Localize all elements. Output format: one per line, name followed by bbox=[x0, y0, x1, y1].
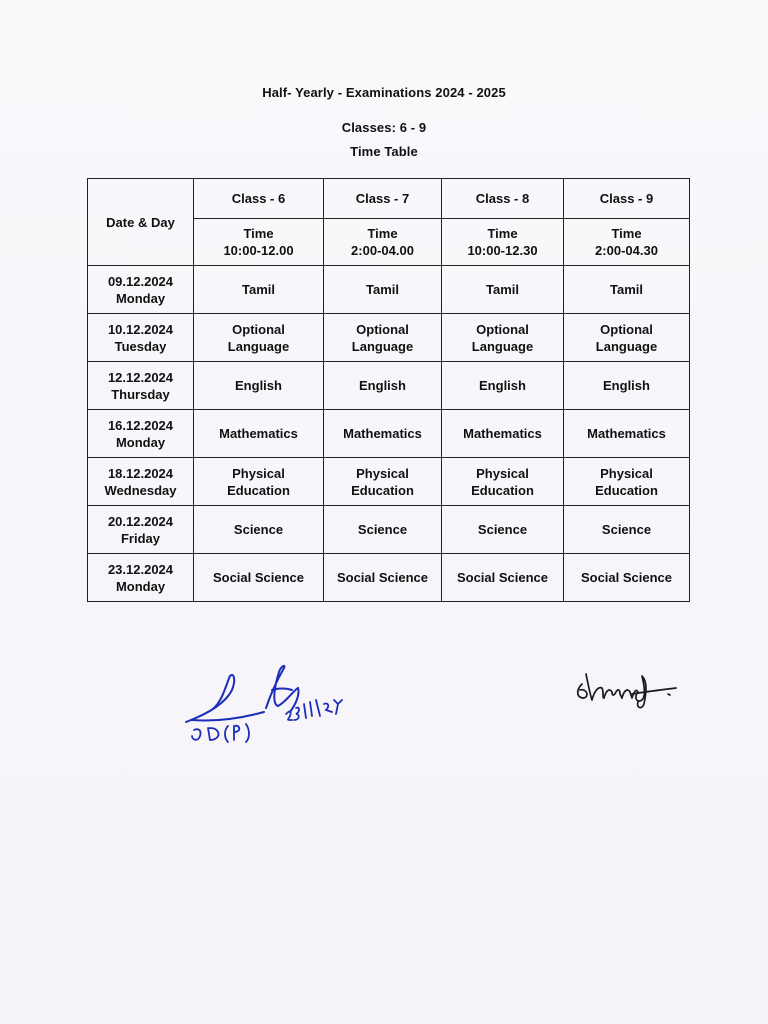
subject-text: Tamil bbox=[242, 282, 275, 297]
subject-text: Mathematics bbox=[219, 426, 298, 441]
subject-text: Science bbox=[233, 522, 284, 537]
time-value: 10:00-12.00 bbox=[223, 243, 294, 258]
subject-cell bbox=[442, 362, 564, 410]
subject-text: Language bbox=[471, 338, 534, 354]
subject-text: Mathematics bbox=[343, 426, 422, 441]
subject-text: Science bbox=[357, 522, 408, 537]
subject-cell bbox=[442, 410, 564, 458]
subject-cell bbox=[442, 266, 564, 314]
document-title: Half- Yearly - Examinations 2024 - 2025 bbox=[262, 85, 506, 100]
time-label: Time bbox=[243, 226, 274, 241]
subject-cell bbox=[324, 554, 442, 602]
time-cell bbox=[194, 219, 324, 266]
exam-date: 09.12.2024 bbox=[107, 273, 174, 289]
table-row bbox=[88, 458, 690, 506]
subject-text: Physical bbox=[476, 465, 529, 481]
class-header: Class - 9 bbox=[564, 179, 690, 219]
table-row bbox=[88, 362, 690, 410]
subject-cell bbox=[194, 314, 324, 362]
date-day-cell bbox=[88, 458, 194, 506]
subject-cell bbox=[564, 314, 690, 362]
subject-text: Physical bbox=[232, 465, 285, 481]
exam-date: 23.12.2024 bbox=[107, 561, 174, 577]
table-row bbox=[88, 554, 690, 602]
table-row bbox=[88, 266, 690, 314]
signature-right bbox=[572, 664, 687, 712]
time-value: 2:00-04.00 bbox=[351, 243, 414, 258]
subject-cell bbox=[324, 266, 442, 314]
signature-left bbox=[182, 660, 357, 745]
subject-cell bbox=[194, 554, 324, 602]
subject-text: English bbox=[359, 378, 406, 393]
subject-text: Science bbox=[601, 522, 652, 537]
exam-timetable bbox=[87, 178, 690, 602]
subject-cell bbox=[324, 314, 442, 362]
time-value: 2:00-04.30 bbox=[595, 243, 658, 258]
exam-day: Monday bbox=[115, 434, 166, 450]
subject-text: Language bbox=[595, 338, 658, 354]
time-label: Time bbox=[611, 226, 642, 241]
time-label: Time bbox=[367, 226, 398, 241]
subject-cell bbox=[564, 506, 690, 554]
subject-text: Education bbox=[471, 482, 534, 498]
subject-text: Tamil bbox=[610, 282, 643, 297]
date-day-cell bbox=[88, 314, 194, 362]
exam-day: Friday bbox=[120, 530, 160, 546]
date-day-cell bbox=[88, 506, 194, 554]
table-header-row bbox=[88, 179, 690, 219]
date-day-cell bbox=[88, 266, 194, 314]
class-header: Class - 8 bbox=[442, 179, 564, 219]
exam-date: 12.12.2024 bbox=[107, 369, 174, 385]
subject-cell bbox=[564, 458, 690, 506]
time-table-label: Time Table bbox=[350, 144, 418, 159]
subject-text: Tamil bbox=[366, 282, 399, 297]
subject-cell bbox=[442, 314, 564, 362]
subject-text: Optional bbox=[232, 321, 285, 337]
subject-text: Education bbox=[595, 482, 658, 498]
exam-day: Thursday bbox=[111, 386, 170, 402]
date-day-header: Date & Day bbox=[88, 179, 194, 266]
subject-text: Optional bbox=[600, 321, 653, 337]
subject-cell bbox=[442, 554, 564, 602]
subject-text: English bbox=[603, 378, 650, 393]
subject-text: Social Science bbox=[456, 570, 549, 585]
class-header: Class - 6 bbox=[194, 179, 324, 219]
subject-cell bbox=[194, 458, 324, 506]
classes-label: Classes: 6 - 9 bbox=[341, 120, 427, 135]
subject-text: Social Science bbox=[580, 570, 673, 585]
subject-text: Mathematics bbox=[587, 426, 666, 441]
exam-day: Monday bbox=[115, 578, 166, 594]
subject-cell bbox=[564, 362, 690, 410]
date-day-cell bbox=[88, 410, 194, 458]
exam-day: Tuesday bbox=[114, 338, 167, 354]
time-cell bbox=[564, 219, 690, 266]
date-day-cell bbox=[88, 554, 194, 602]
time-value: 10:00-12.30 bbox=[467, 243, 538, 258]
subject-text: Optional bbox=[356, 321, 409, 337]
time-cell bbox=[442, 219, 564, 266]
subject-text: Science bbox=[477, 522, 528, 537]
subject-text: Language bbox=[227, 338, 290, 354]
exam-day: Monday bbox=[115, 290, 166, 306]
subject-cell bbox=[194, 266, 324, 314]
time-cell bbox=[324, 219, 442, 266]
subject-cell bbox=[324, 506, 442, 554]
subject-text: Optional bbox=[476, 321, 529, 337]
exam-date: 16.12.2024 bbox=[107, 417, 174, 433]
timetable-body bbox=[88, 266, 690, 602]
subject-cell bbox=[324, 458, 442, 506]
exam-date: 18.12.2024 bbox=[107, 465, 174, 481]
exam-date: 20.12.2024 bbox=[107, 513, 174, 529]
subject-text: Social Science bbox=[212, 570, 305, 585]
subject-text: Tamil bbox=[486, 282, 519, 297]
subject-text: English bbox=[479, 378, 526, 393]
exam-day: Wednesday bbox=[104, 482, 177, 498]
subject-text: Social Science bbox=[336, 570, 429, 585]
subject-cell bbox=[564, 266, 690, 314]
time-label: Time bbox=[487, 226, 518, 241]
subject-text: Physical bbox=[600, 465, 653, 481]
subject-text: Mathematics bbox=[463, 426, 542, 441]
date-day-cell bbox=[88, 362, 194, 410]
subject-cell bbox=[194, 410, 324, 458]
class-header: Class - 7 bbox=[324, 179, 442, 219]
subject-text: Physical bbox=[356, 465, 409, 481]
table-row bbox=[88, 410, 690, 458]
subject-cell bbox=[564, 410, 690, 458]
table-row bbox=[88, 314, 690, 362]
subject-cell bbox=[194, 362, 324, 410]
subject-cell bbox=[442, 458, 564, 506]
subject-cell bbox=[194, 506, 324, 554]
subject-text: English bbox=[235, 378, 282, 393]
subject-text: Education bbox=[351, 482, 414, 498]
subject-cell bbox=[442, 506, 564, 554]
subject-cell bbox=[324, 362, 442, 410]
subject-cell bbox=[564, 554, 690, 602]
subject-cell bbox=[324, 410, 442, 458]
table-row bbox=[88, 506, 690, 554]
subject-text: Language bbox=[351, 338, 414, 354]
subject-text: Education bbox=[227, 482, 290, 498]
exam-date: 10.12.2024 bbox=[107, 321, 174, 337]
